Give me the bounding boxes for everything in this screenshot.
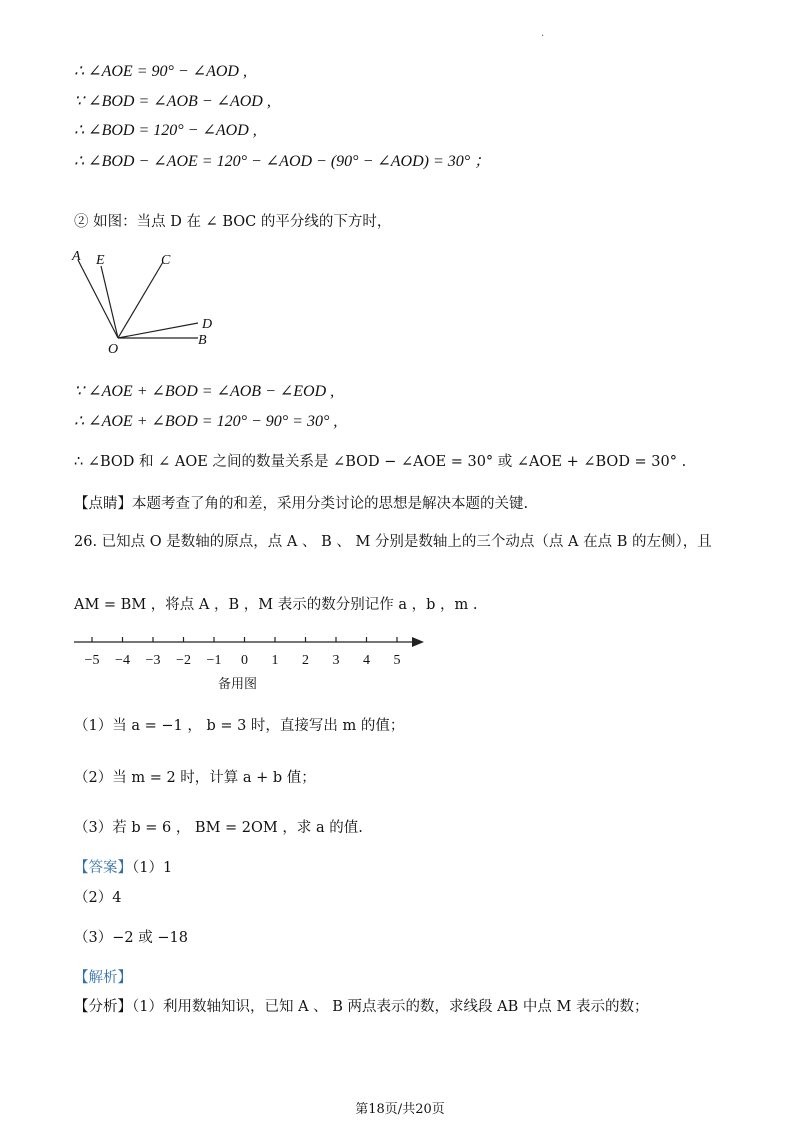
ray-oe (101, 266, 118, 338)
number-line (66, 628, 436, 702)
page-footer: 第18页/共20页 (355, 1102, 445, 1117)
ray-oa (78, 260, 118, 338)
tick-label: 3 (332, 653, 340, 668)
page-dot: . (541, 28, 545, 39)
tick-label: −4 (115, 653, 130, 668)
fenxi-text: （1）利用数轴知识，已知 A 、 B 两点表示的数，求线段 AB 中点 M 表示的数； (132, 999, 649, 1015)
jiexi-tag: 【解析】 (74, 970, 132, 986)
tick-label: 2 (302, 653, 309, 668)
tick-label: −1 (206, 653, 222, 668)
conclusion: ∴ ∠BOD 和 ∠ AOE 之间的数量关系是 ∠BOD − ∠AOE = 30° 或 ∠AOE + ∠BOD = 30° . (74, 454, 687, 470)
fenxi-tag: 【分析】 (74, 999, 132, 1015)
question-1: （1）当 a = −1 ， b = 3 时，直接写出 m 的值； (74, 718, 405, 734)
number-line-arrow (412, 637, 424, 647)
label-a: A (72, 249, 81, 264)
label-o: O (108, 342, 119, 357)
tick-label: −3 (145, 653, 161, 668)
problem-26-cont: AM = BM ，将点 A ，B ，M 表示的数分别记作 a ，b ，m . (74, 597, 478, 613)
tick-label: 4 (363, 653, 370, 668)
ray-od (118, 323, 198, 338)
tick-label: 1 (271, 653, 279, 668)
label-b: B (198, 333, 207, 348)
angle-figure (66, 246, 226, 365)
fenxi-row (74, 997, 648, 1017)
question-3: （3）若 b = 6 ， BM = 2OM ，求 a 的值. (74, 820, 363, 836)
answer-3: （3）−2 或 −18 (74, 930, 188, 946)
dianjing: 【点睛】本题考查了角的和差，采用分类讨论的思想是解决本题的关键. (74, 496, 529, 512)
ray-oc (118, 262, 163, 338)
case-two-heading: ② 如图：当点 D 在 ∠ BOC 的平分线的下方时， (74, 214, 392, 230)
tick-label: −5 (84, 653, 100, 668)
tick-label: −2 (176, 653, 191, 668)
step-bod: ∴ ∠BOD = 120° − ∠AOD , (74, 122, 257, 139)
answer-row-1 (74, 858, 172, 878)
problem-26: 26. 已知点 O 是数轴的原点，点 A 、 B 、 M 分别是数轴上的三个动点（点 A 在点 B 的左侧），且 (74, 534, 712, 550)
label-d: D (202, 317, 213, 332)
answer-2: （2）4 (74, 890, 122, 906)
tick-label: 5 (393, 653, 401, 668)
label-e: E (96, 253, 105, 268)
question-2: （2）当 m = 2 时，计算 a + b 值； (74, 770, 316, 786)
step-aoe: ∴ ∠AOE = 90° − ∠AOD , (74, 63, 247, 80)
tick-label: 0 (241, 653, 248, 668)
step-sum: ∴ ∠AOE + ∠BOD = 120° − 90° = 30° , (74, 413, 338, 430)
answer-tag: 【答案】 (74, 860, 132, 876)
label-c: C (161, 253, 171, 268)
number-line-caption: 备用图 (218, 676, 258, 691)
answer-1: （1）1 (132, 860, 173, 876)
step-difference: ∴ ∠BOD − ∠AOE = 120° − ∠AOD − (90° − ∠AOD) = 30° ； (74, 153, 491, 170)
step-sum-def: ∵ ∠AOE + ∠BOD = ∠AOB − ∠EOD , (74, 383, 335, 400)
step-bod-def: ∵ ∠BOD = ∠AOB − ∠AOD , (74, 93, 271, 110)
